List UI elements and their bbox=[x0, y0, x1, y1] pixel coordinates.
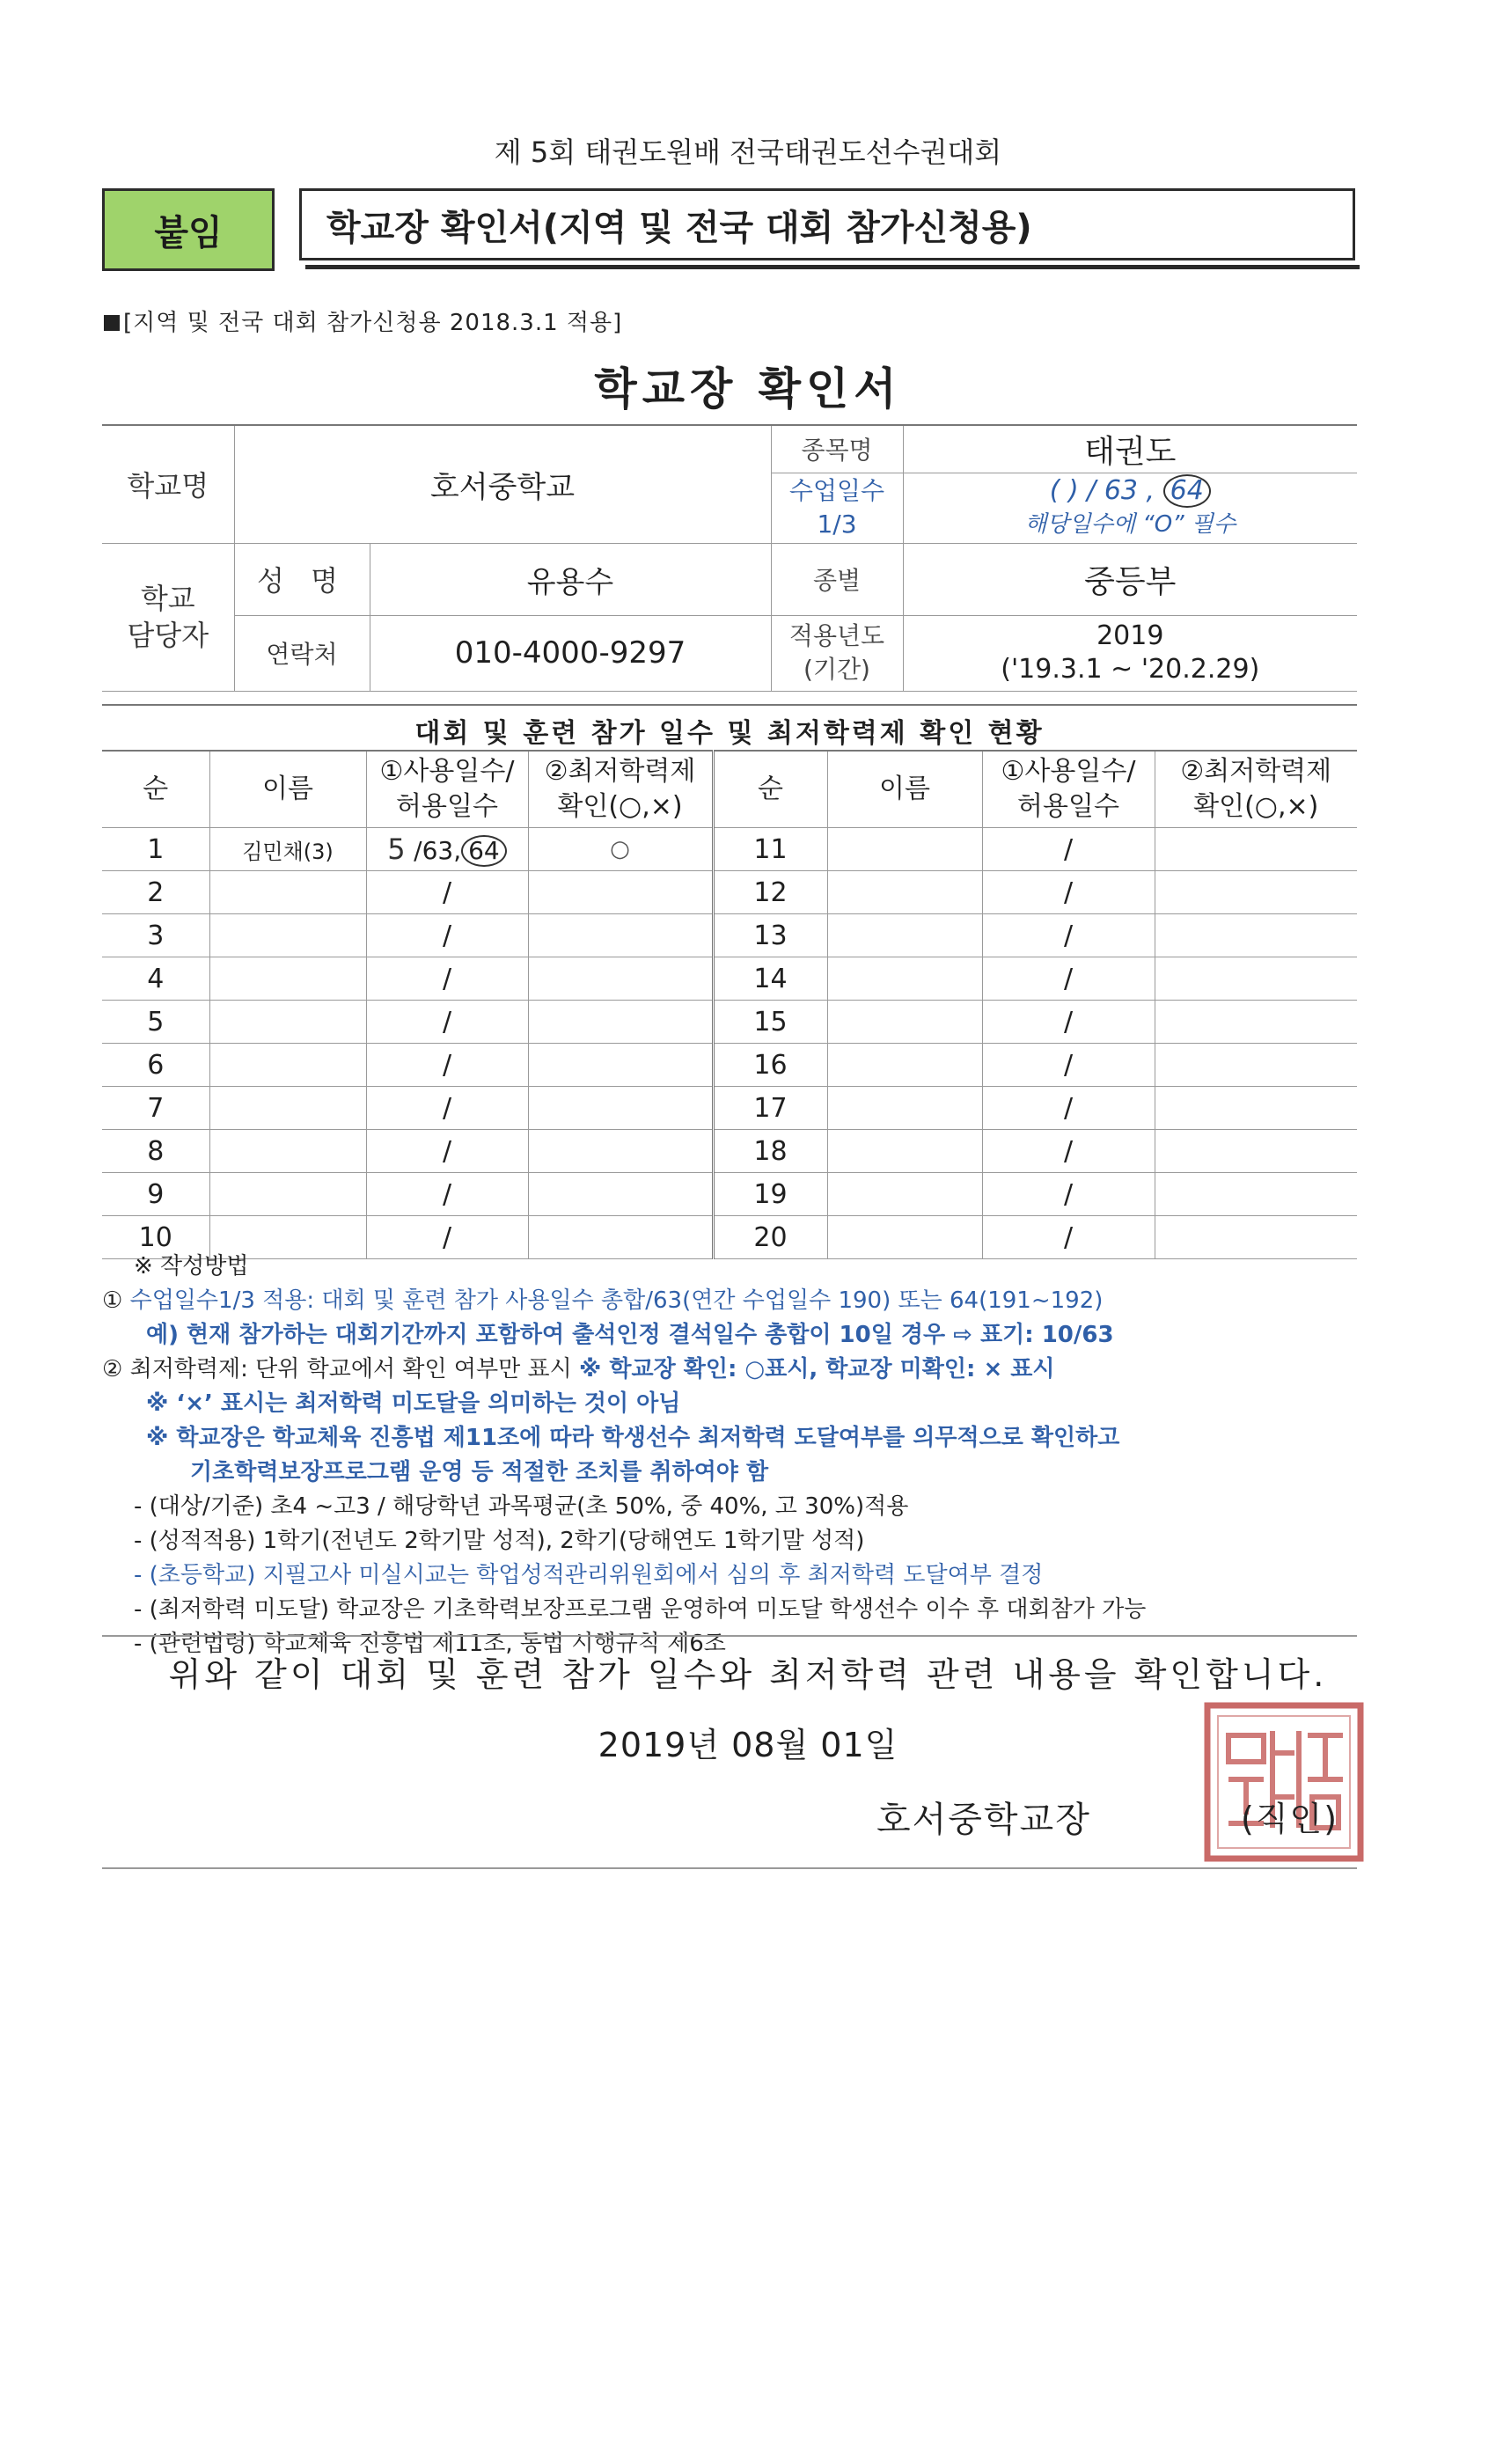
row-used: / bbox=[982, 1001, 1155, 1044]
row-min-check bbox=[1155, 828, 1357, 871]
row-min-check bbox=[528, 957, 713, 1001]
guide-item-7: - (초등학교) 지필고사 미실시교는 학업성적관리위원회에서 심의 후 최저학력 도달여부 결정 bbox=[134, 1562, 1044, 1588]
row-num: 5 bbox=[102, 1001, 209, 1044]
class-days-label-1: 수업일수 bbox=[788, 476, 885, 505]
table-row bbox=[102, 828, 1357, 871]
row-used: / bbox=[366, 871, 528, 914]
row-min-check bbox=[528, 1087, 713, 1130]
guide-item-5: - (대상/기준) 초4 ~고3 / 해당학년 과목평균(초 50%, 중 40%, 고 30%)적용 bbox=[134, 1493, 909, 1520]
row-num: 14 bbox=[713, 957, 827, 1001]
col-used-right-1: ①사용일수/ bbox=[1001, 756, 1136, 787]
row-name bbox=[827, 828, 982, 871]
square-bullet-icon bbox=[104, 315, 120, 331]
divider bbox=[102, 1867, 1357, 1869]
guide-item-3: ※ ‘×’ 표시는 최저학력 미도달을 의미하는 것이 아님 bbox=[146, 1390, 681, 1417]
guide-item-1-text: 수업일수1/3 적용: 대회 및 훈련 참가 사용일수 총합/63(연간 수업일수 190) 또는 64(191~192) bbox=[129, 1287, 1104, 1314]
year-number: 2019 bbox=[1096, 620, 1164, 651]
guide-item-2-text: ② 최저학력제: 단위 학교에서 확인 여부만 표시 bbox=[102, 1356, 580, 1382]
table-row bbox=[102, 914, 1357, 957]
row-name bbox=[209, 1130, 366, 1173]
table-row bbox=[102, 1087, 1357, 1130]
row-min-check bbox=[1155, 914, 1357, 957]
row-min-check bbox=[1155, 871, 1357, 914]
row-min-check bbox=[1155, 957, 1357, 1001]
school-name-label: 학교명 bbox=[102, 425, 234, 543]
table-row bbox=[102, 957, 1357, 1001]
col-min-left-2: 확인(○,×) bbox=[557, 791, 683, 822]
col-num-left: 순 bbox=[102, 751, 209, 828]
circled-64-row: 64 bbox=[461, 835, 507, 867]
row-used: / bbox=[982, 1130, 1155, 1173]
used-total: /63, bbox=[414, 835, 462, 865]
participation-table bbox=[102, 750, 1357, 1259]
row-name bbox=[827, 871, 982, 914]
table-row bbox=[102, 871, 1357, 914]
col-name-right: 이름 bbox=[827, 751, 982, 828]
guide-item-1-example: 예) 현재 참가하는 대회기간까지 포함하여 출석인정 결석일수 총합이 10일 경우 ⇨ 표기: 10/63 bbox=[146, 1322, 1114, 1348]
row-min-check bbox=[1155, 1044, 1357, 1087]
row-name bbox=[827, 1001, 982, 1044]
row-num: 18 bbox=[713, 1130, 827, 1173]
guide-item-1-num: ① bbox=[102, 1287, 130, 1314]
row-num: 9 bbox=[102, 1173, 209, 1216]
guide-item-1 bbox=[102, 1284, 1404, 1318]
division-label: 종별 bbox=[771, 543, 903, 615]
year-label-1: 적용년도 bbox=[788, 621, 885, 650]
divider bbox=[102, 1635, 1357, 1637]
col-used-right-2: 허용일수 bbox=[1017, 791, 1119, 822]
guide-item-4-cont: 기초학력보장프로그램 운영 등 적절한 조치를 취하여야 함 bbox=[190, 1459, 769, 1485]
col-used-right bbox=[982, 751, 1155, 828]
row-name bbox=[827, 1173, 982, 1216]
row-num: 2 bbox=[102, 871, 209, 914]
row-used: / bbox=[366, 1173, 528, 1216]
row-min-check bbox=[528, 1130, 713, 1173]
manager-label-2: 담당자 bbox=[127, 619, 209, 652]
col-min-right bbox=[1155, 751, 1357, 828]
row-min-check: ○ bbox=[528, 828, 713, 871]
col-min-left bbox=[528, 751, 713, 828]
competition-title: 제 5회 태권도원배 전국태권도선수권대회 bbox=[494, 136, 1002, 169]
manager-label bbox=[102, 543, 234, 691]
row-num: 8 bbox=[102, 1130, 209, 1173]
col-num-right: 순 bbox=[713, 751, 827, 828]
guide-item-6: - (성적적용) 1학기(전년도 2학기말 성적), 2학기(당해연도 1학기말 성적) bbox=[134, 1528, 865, 1554]
row-used: / bbox=[982, 871, 1155, 914]
row-used: / bbox=[366, 1001, 528, 1044]
row-num: 17 bbox=[713, 1087, 827, 1130]
col-name-left: 이름 bbox=[209, 751, 366, 828]
manager-label-1: 학교 bbox=[140, 582, 195, 615]
row-used: / bbox=[366, 1130, 528, 1173]
guide-heading: ※ 작성방법 bbox=[134, 1253, 249, 1280]
row-num: 20 bbox=[713, 1216, 827, 1259]
row-num: 19 bbox=[713, 1173, 827, 1216]
class-days-label-2: 1/3 bbox=[817, 510, 857, 539]
row-name bbox=[209, 957, 366, 1001]
row-used: / bbox=[366, 1216, 528, 1259]
contact-label: 연락처 bbox=[234, 615, 370, 691]
year-label bbox=[771, 615, 903, 691]
row-num: 6 bbox=[102, 1044, 209, 1087]
row-min-check bbox=[1155, 1130, 1357, 1173]
name-label: 성 명 bbox=[234, 543, 370, 615]
confirmation-statement: 위와 같이 대회 및 훈련 참가 일수와 최저학력 관련 내용을 확인합니다. bbox=[168, 1655, 1328, 1694]
class-days-label bbox=[771, 473, 903, 543]
row-min-check bbox=[528, 871, 713, 914]
row-used: / bbox=[982, 914, 1155, 957]
table-row bbox=[102, 1173, 1357, 1216]
row-used bbox=[366, 828, 528, 871]
year-value bbox=[903, 615, 1357, 691]
document-title: 학교장 확인서(지역 및 전국 대회 참가신청용) bbox=[299, 188, 1355, 260]
col-min-left-1: ②최저학력제 bbox=[544, 756, 696, 787]
row-used: / bbox=[982, 1173, 1155, 1216]
row-name bbox=[827, 1130, 982, 1173]
attachment-badge: 붙임 bbox=[102, 188, 275, 271]
participation-section-title: 대회 및 훈련 참가 일수 및 최저학력제 확인 현황 bbox=[102, 704, 1357, 750]
row-name bbox=[827, 1044, 982, 1087]
row-name bbox=[827, 914, 982, 957]
row-used: / bbox=[982, 1216, 1155, 1259]
row-min-check bbox=[528, 1173, 713, 1216]
col-used-left bbox=[366, 751, 528, 828]
row-min-check bbox=[1155, 1173, 1357, 1216]
table-row bbox=[102, 1044, 1357, 1087]
row-num: 11 bbox=[713, 828, 827, 871]
row-num: 3 bbox=[102, 914, 209, 957]
row-used: / bbox=[982, 828, 1155, 871]
col-used-left-1: ①사용일수/ bbox=[379, 756, 515, 787]
page-title: 학교장 확인서 bbox=[594, 363, 902, 414]
row-min-check bbox=[1155, 1087, 1357, 1130]
apply-note bbox=[104, 304, 622, 337]
row-num: 16 bbox=[713, 1044, 827, 1087]
row-used: / bbox=[982, 1087, 1155, 1130]
table-row bbox=[102, 1130, 1357, 1173]
row-num: 15 bbox=[713, 1001, 827, 1044]
class-days-note: 해당일수에 “O” 필수 bbox=[1024, 511, 1236, 538]
row-min-check bbox=[528, 914, 713, 957]
row-min-check bbox=[528, 1044, 713, 1087]
row-name bbox=[209, 1173, 366, 1216]
row-name bbox=[827, 957, 982, 1001]
row-name bbox=[209, 1087, 366, 1130]
event-label: 종목명 bbox=[771, 425, 903, 473]
row-name bbox=[209, 1001, 366, 1044]
used-days: 5 bbox=[387, 832, 406, 866]
row-used: / bbox=[366, 1044, 528, 1087]
class-days-fraction: ( ) / 63 , bbox=[1049, 475, 1155, 506]
name-value: 유용수 bbox=[370, 543, 771, 615]
row-used: / bbox=[366, 1087, 528, 1130]
row-min-check bbox=[528, 1001, 713, 1044]
class-days-value bbox=[903, 473, 1357, 543]
row-used: / bbox=[366, 914, 528, 957]
col-used-left-2: 허용일수 bbox=[396, 791, 498, 822]
row-name bbox=[209, 914, 366, 957]
row-name: 김민채(3) bbox=[209, 828, 366, 871]
guide-item-2-emphasis: ※ 학교장 확인: ○표시, 학교장 미확인: × 표시 bbox=[579, 1356, 1055, 1382]
event-value: 태권도 bbox=[903, 425, 1357, 473]
row-num: 7 bbox=[102, 1087, 209, 1130]
row-min-check bbox=[1155, 1001, 1357, 1044]
seal-mark: (직인) bbox=[1241, 1800, 1339, 1838]
contact-value: 010-4000-9297 bbox=[370, 615, 771, 691]
row-num: 1 bbox=[102, 828, 209, 871]
apply-note-text: [지역 및 전국 대회 참가신청용 2018.3.1 적용] bbox=[123, 310, 623, 336]
row-used: / bbox=[982, 957, 1155, 1001]
year-label-2: (기간) bbox=[803, 655, 870, 684]
row-num: 4 bbox=[102, 957, 209, 1001]
year-period: ('19.3.1 ~ '20.2.29) bbox=[1001, 654, 1260, 685]
row-name bbox=[209, 1044, 366, 1087]
row-num: 12 bbox=[713, 871, 827, 914]
row-name bbox=[209, 871, 366, 914]
col-min-right-1: ②최저학력제 bbox=[1180, 756, 1332, 787]
school-info-table bbox=[102, 424, 1357, 692]
guide-item-2 bbox=[102, 1353, 1404, 1387]
guide-item-4: ※ 학교장은 학교체육 진흥법 제11조에 따라 학생선수 최저학력 도달여부를 의무적으로 확인하고 bbox=[146, 1425, 1120, 1451]
issue-date: 2019년 08월 01일 bbox=[598, 1726, 898, 1764]
guide-item-8: - (최저학력 미도달) 학교장은 기초학력보장프로그램 운영하여 미도달 학생선수 이수 후 대회참가 가능 bbox=[134, 1596, 1147, 1623]
row-name bbox=[827, 1087, 982, 1130]
row-used: / bbox=[366, 957, 528, 1001]
division-value: 중등부 bbox=[903, 543, 1357, 615]
principal-title: 호서중학교장 bbox=[876, 1800, 1091, 1840]
school-name-value: 호서중학교 bbox=[234, 425, 771, 543]
row-num: 10 bbox=[102, 1216, 209, 1259]
row-num: 13 bbox=[713, 914, 827, 957]
table-row bbox=[102, 1001, 1357, 1044]
writing-guide bbox=[102, 1250, 1404, 1661]
circled-64: 64 bbox=[1163, 474, 1211, 508]
row-used: / bbox=[982, 1044, 1155, 1087]
guide-item-9: - (관련법령) 학교체육 진흥법 제11조, 동법 시행규칙 제6조 bbox=[134, 1631, 726, 1657]
col-min-right-2: 확인(○,×) bbox=[1193, 791, 1319, 822]
